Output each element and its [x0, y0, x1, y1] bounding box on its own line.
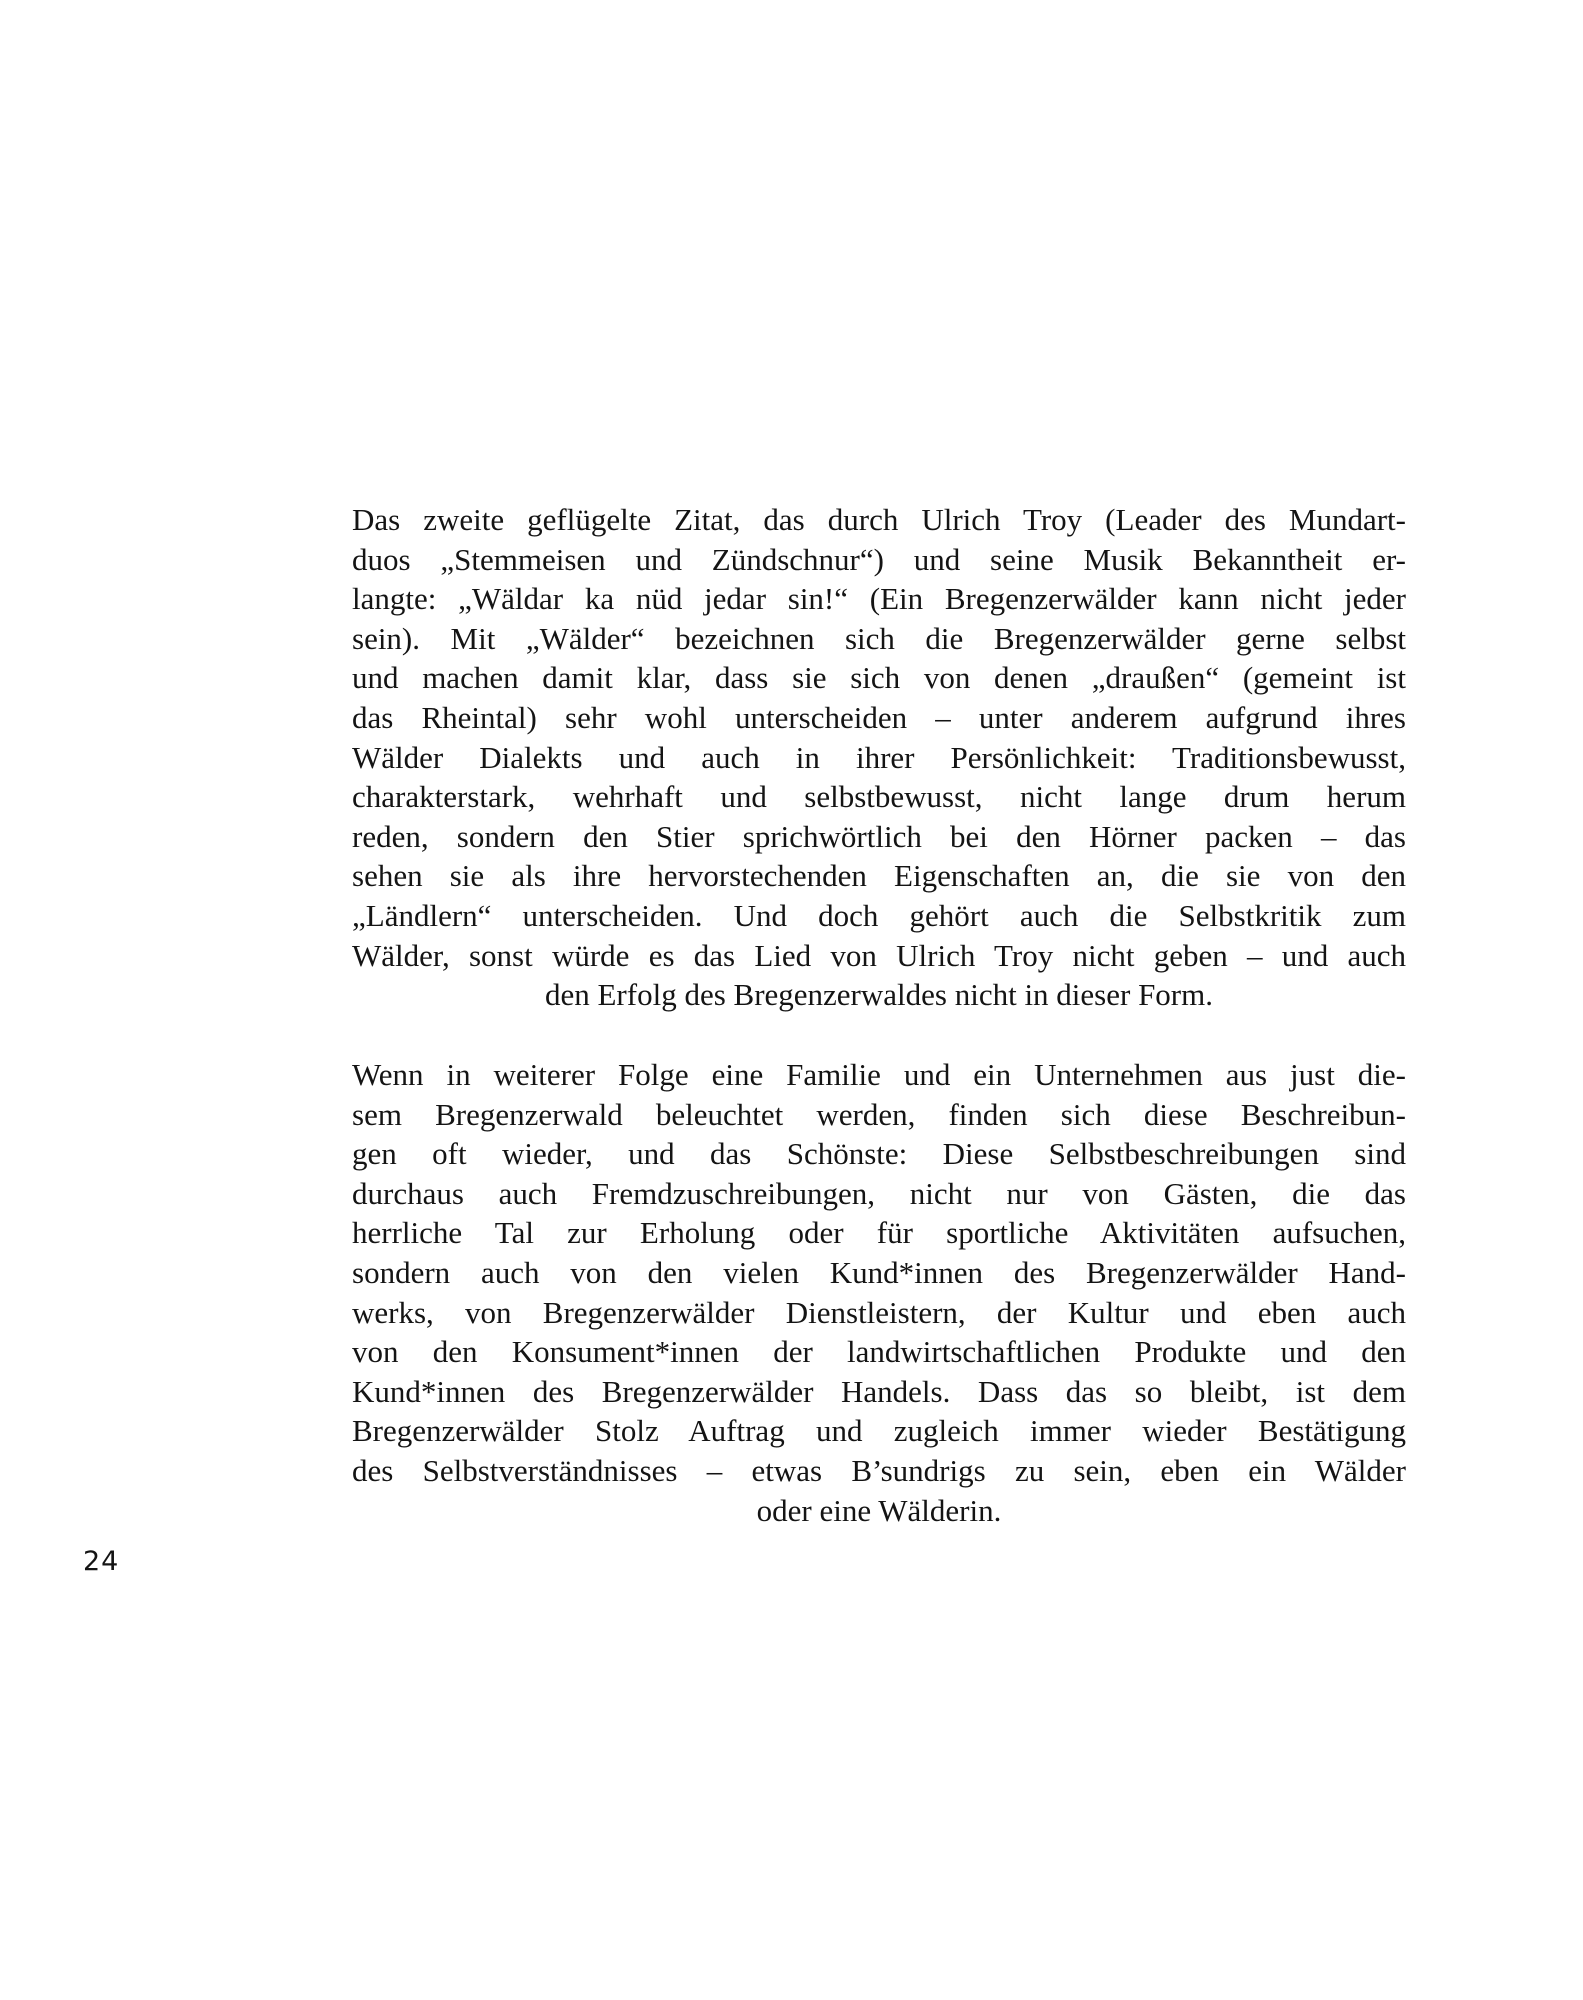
- text-line: sem Bregenzerwald beleuchtet werden, finden sich diese Beschreibun-: [352, 1096, 1406, 1132]
- text-line: Kund*innen des Bregenzerwälder Handels. Dass das so bleibt, ist dem: [352, 1373, 1406, 1409]
- text-line: langte: „Wäldar ka nüd jedar sin!“ (Ein Bregenzerwälder kann nicht jeder: [352, 581, 1406, 617]
- text-line: Wälder, sonst würde es das Lied von Ulrich Troy nicht geben – und auch: [352, 937, 1406, 973]
- text-line: Wälder Dialekts und auch in ihrer Persönlichkeit: Traditionsbewusst,: [352, 739, 1406, 775]
- text-line: und machen damit klar, dass sie sich von denen „draußen“ (gemeint ist: [352, 660, 1406, 696]
- text-line: durchaus auch Fremdzuschreibungen, nicht nur von Gästen, die das: [352, 1175, 1406, 1211]
- text-line: werks, von Bregenzerwälder Dienstleistern, der Kultur und eben auch: [352, 1294, 1406, 1330]
- text-line: das Rheintal) sehr wohl unterscheiden – unter anderem aufgrund ihres: [352, 699, 1406, 735]
- page-number: 24: [83, 1546, 120, 1577]
- text-line: Das zweite geflügelte Zitat, das durch Ulrich Troy (Leader des Mundart-: [352, 502, 1406, 537]
- paragraph-1: [352, 500, 1406, 1015]
- text-line: gen oft wieder, und das Schönste: Diese Selbstbeschreibungen sind: [352, 1136, 1406, 1172]
- text-line: duos „Stemmeisen und Zündschnur“) und seine Musik Bekanntheit er-: [352, 541, 1406, 577]
- text-line: des Selbstverständnisses – etwas B’sundrigs zu sein, eben ein Wälder: [352, 1452, 1406, 1488]
- text-line: „Ländlern“ unterscheiden. Und doch gehört auch die Selbstkritik zum: [352, 897, 1406, 933]
- paragraph-2: [352, 1055, 1406, 1530]
- text-line: von den Konsument*innen der landwirtschaftlichen Produkte und den: [352, 1334, 1406, 1370]
- text-line-last: oder eine Wälderin.: [756, 1492, 1002, 1528]
- text-line: Bregenzerwälder Stolz Auftrag und zugleich immer wieder Bestätigung: [352, 1413, 1406, 1449]
- text-line: herrliche Tal zur Erholung oder für sportliche Aktivitäten aufsuchen,: [352, 1215, 1406, 1251]
- text-line: sehen sie als ihre hervorstechenden Eigenschaften an, die sie von den: [352, 858, 1406, 894]
- text-line: sondern auch von den vielen Kund*innen des Bregenzerwälder Hand-: [352, 1254, 1406, 1290]
- text-line: sein). Mit „Wälder“ bezeichnen sich die Bregenzerwälder gerne selbst: [352, 620, 1406, 656]
- text-line: charakterstark, wehrhaft und selbstbewusst, nicht lange drum herum: [352, 779, 1406, 815]
- text-line-last: den Erfolg des Bregenzerwaldes nicht in dieser Form.: [544, 977, 1213, 1013]
- text-line: Wenn in weiterer Folge eine Familie und ein Unternehmen aus just die-: [352, 1057, 1406, 1092]
- text-line: reden, sondern den Stier sprichwörtlich bei den Hörner packen – das: [352, 818, 1406, 854]
